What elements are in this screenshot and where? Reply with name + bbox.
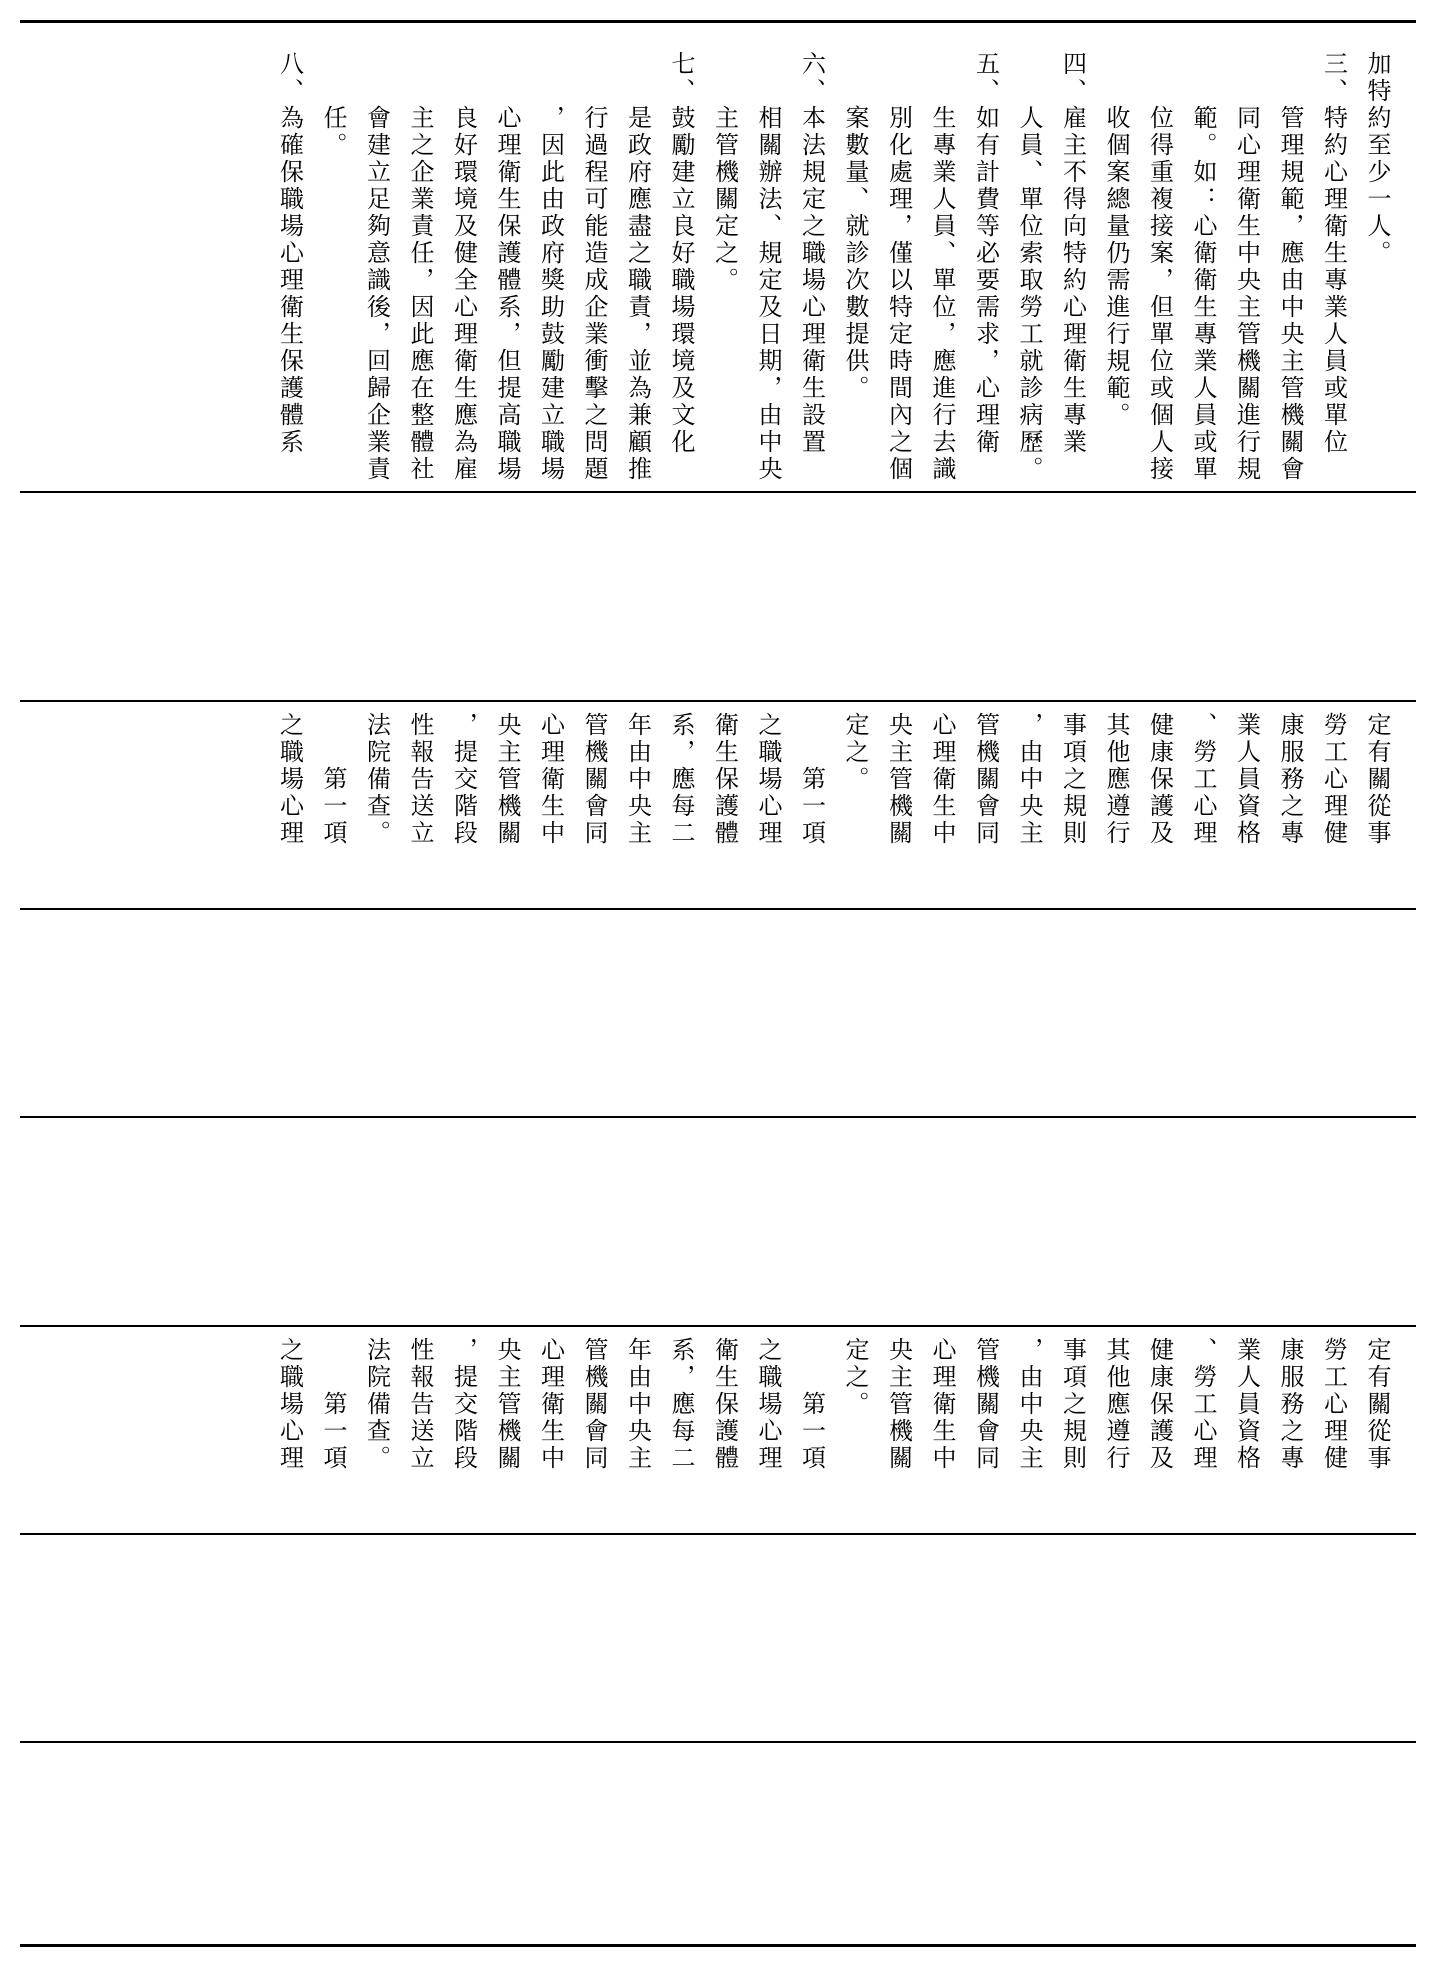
text-line: 勞工心理健 <box>1319 1337 1348 1472</box>
explanation-block <box>20 23 1416 491</box>
text-line: ，提交階段 <box>449 1337 478 1472</box>
text-line: 央主管機關 <box>493 712 521 847</box>
text-line: 管機關會同 <box>580 1337 608 1472</box>
text-line: ，提交階段 <box>449 712 478 847</box>
bottom-rule <box>20 1944 1416 1947</box>
text-line: 是政府應盡之職責，並為兼顧推 <box>623 51 652 483</box>
text-line: 央主管機關 <box>884 1337 913 1472</box>
text-line: 事項之規則 <box>1058 712 1087 847</box>
text-line: 三、特約心理衛生專業人員或單位 <box>1319 51 1348 456</box>
text-line: 之職場心理 <box>754 1337 782 1472</box>
text-line: 八、為確保職場心理衛生保護體系 <box>275 51 304 456</box>
text-line: 七、鼓勵建立良好職場環境及文化 <box>667 51 695 456</box>
text-line: 心理衛生中 <box>928 1337 956 1472</box>
rule-8 <box>20 1741 1416 1743</box>
text-line: 心理衛生中 <box>536 712 565 847</box>
text-line: 心理衛生中 <box>536 1337 565 1472</box>
text-line: 衛生保護體 <box>710 712 739 847</box>
text-line: 定之。 <box>841 1337 869 1418</box>
text-line: 位得重複接案，但單位或個人接 <box>1145 51 1174 483</box>
text-line: 之職場心理 <box>275 712 304 847</box>
text-line: 行過程可能造成企業衝擊之問題 <box>580 51 608 483</box>
text-line: 五、如有計費等必要需求，心理衛 <box>971 51 1000 456</box>
rule-4 <box>20 908 1416 910</box>
text-line: 人員、單位索取勞工就診病歷。 <box>1015 51 1043 483</box>
text-line: 第一項 <box>797 1337 826 1472</box>
text-line: 定有關從事 <box>1363 1337 1391 1472</box>
article-text-block-2 <box>20 1327 1416 1533</box>
text-line: 、勞工心理 <box>1189 1337 1217 1472</box>
text-line: 六、本法規定之職場心理衛生設置 <box>797 51 826 456</box>
text-line: 管機關會同 <box>971 1337 1000 1472</box>
text-line: 法院備查。 <box>362 712 391 847</box>
text-line: 其他應遵行 <box>1102 1337 1130 1472</box>
text-line: 主管機關定之。 <box>710 51 739 294</box>
text-line: 其他應遵行 <box>1102 712 1130 847</box>
text-line: 心理衛生中 <box>928 712 956 847</box>
rule-2 <box>20 491 1416 493</box>
text-line: 生專業人員、單位，應進行去識 <box>928 51 956 483</box>
text-line: 收個案總量仍需進行規範。 <box>1102 51 1130 429</box>
text-line: 央主管機關 <box>493 1337 521 1472</box>
text-line: 加特約至少一人。 <box>1363 51 1391 267</box>
text-line: 性報告送立 <box>406 712 434 847</box>
text-line: 任。 <box>319 51 347 159</box>
text-line: 業人員資格 <box>1232 1337 1261 1472</box>
text-line: ，由中央主 <box>1015 712 1043 847</box>
article-text-block-1 <box>20 702 1416 908</box>
text-line: 性報告送立 <box>406 1337 434 1472</box>
text-line: 康服務之專 <box>1276 1337 1304 1472</box>
text-line: 管機關會同 <box>580 712 608 847</box>
article-text-2 <box>20 1327 1416 1533</box>
text-line: 第一項 <box>797 712 826 847</box>
text-line: 相關辦法、規定及日期，由中央 <box>754 51 782 483</box>
text-line: 年由中央主 <box>623 1337 652 1472</box>
text-line: 系，應每二 <box>667 712 695 847</box>
text-line: 同心理衛生中央主管機關進行規 <box>1232 51 1261 483</box>
text-line: 康服務之專 <box>1276 712 1304 847</box>
text-line: ，由中央主 <box>1015 1337 1043 1472</box>
text-line: 系，應每二 <box>667 1337 695 1472</box>
text-line: 四、雇主不得向特約心理衛生專業 <box>1058 51 1087 456</box>
text-line: 之職場心理 <box>754 712 782 847</box>
text-line: 事項之規則 <box>1058 1337 1087 1472</box>
article-text-1 <box>20 702 1416 908</box>
rule-5 <box>20 1116 1416 1118</box>
text-line: 業人員資格 <box>1232 712 1261 847</box>
text-line: 年由中央主 <box>623 712 652 847</box>
text-line: 案數量、就診次數提供。 <box>841 51 869 402</box>
text-line: 定有關從事 <box>1363 712 1391 847</box>
text-line: 、勞工心理 <box>1189 712 1217 847</box>
text-line: 心理衛生保護體系，但提高職場 <box>493 51 521 483</box>
text-line: 法院備查。 <box>362 1337 391 1472</box>
text-line: 衛生保護體 <box>710 1337 739 1472</box>
rule-7 <box>20 1533 1416 1535</box>
text-line: 勞工心理健 <box>1319 712 1348 847</box>
text-line: 第一項 <box>319 712 347 847</box>
text-line: 第一項 <box>319 1337 347 1472</box>
text-line: 管理規範，應由中央主管機關會 <box>1276 51 1304 483</box>
text-line: ，因此由政府獎助鼓勵建立職場 <box>536 51 565 483</box>
explanation-text <box>20 23 1416 491</box>
text-line: 別化處理，僅以特定時間內之個 <box>884 51 913 483</box>
text-line: 會建立足夠意識後，回歸企業責 <box>362 51 391 483</box>
text-line: 健康保護及 <box>1145 712 1174 847</box>
text-line: 主之企業責任，因此應在整體社 <box>406 51 434 483</box>
text-line: 良好環境及健全心理衛生應為雇 <box>449 51 478 483</box>
text-line: 之職場心理 <box>275 1337 304 1472</box>
text-line: 健康保護及 <box>1145 1337 1174 1472</box>
text-line: 定之。 <box>841 712 869 793</box>
text-line: 央主管機關 <box>884 712 913 847</box>
text-line: 範。如：心衛衛生專業人員或單 <box>1189 51 1217 483</box>
text-line: 管機關會同 <box>971 712 1000 847</box>
